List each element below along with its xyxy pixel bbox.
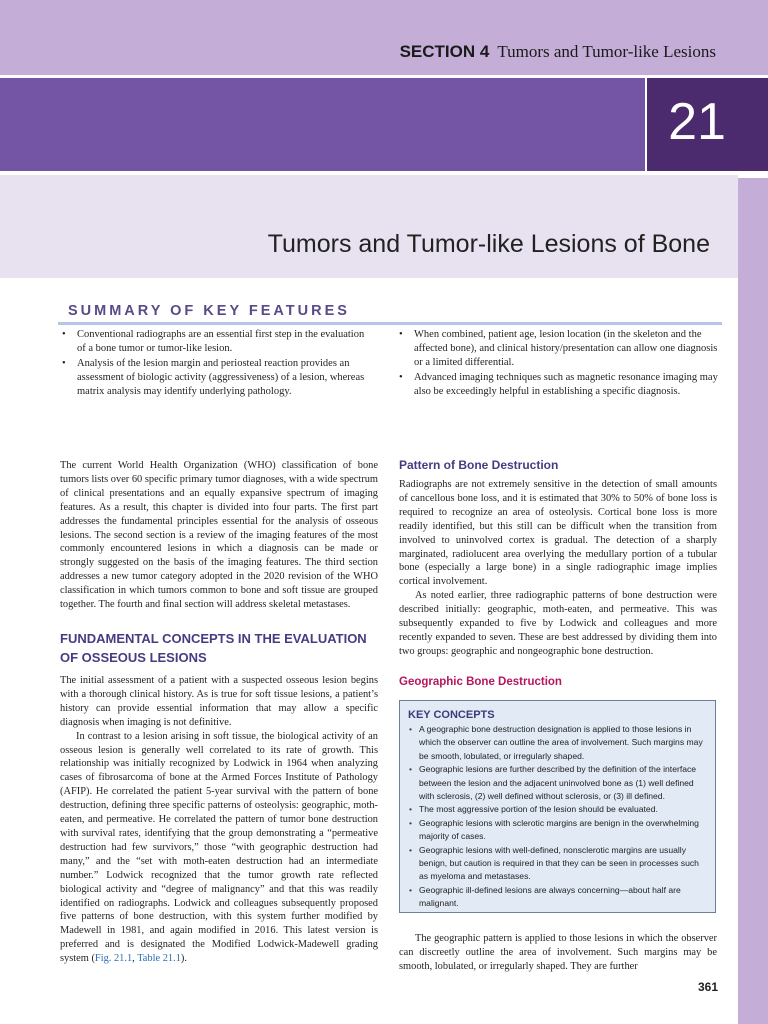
summary-heading: SUMMARY OF KEY FEATURES — [68, 303, 350, 319]
summary-list-right — [397, 328, 719, 400]
table-link[interactable]: Table 21.1 — [137, 953, 181, 965]
key-concept-item: • Geographic ill-defined lesions are always concerning—about half are malignant. — [408, 884, 707, 911]
key-concepts-list — [408, 723, 707, 911]
key-concept-item: • The most aggressive portion of the lesion should be evaluated. — [408, 803, 707, 816]
body-paragraph: The initial assessment of a patient with a suspected osseous lesion begins with a thorough clinical history. As is true for soft tissue lesions, a patient’s history can provide essential information that may allow a specific diagnosis when imaging is not definitive. — [60, 675, 378, 728]
key-concepts-box — [399, 700, 716, 913]
chapter-number-box — [647, 78, 768, 171]
chapter-title-band — [0, 175, 738, 278]
chapter-band — [0, 78, 645, 171]
section-title: Tumors and Tumor-like Lesions — [497, 42, 716, 61]
section-number: SECTION 4 — [399, 42, 490, 61]
geographic-text — [399, 932, 717, 974]
summary-item: • Advanced imaging techniques such as magnetic resonance imaging may also be exceedingly helpful in establishing a specific diagnosis. — [397, 371, 719, 399]
body-paragraph: Radiographs are not extremely sensitive in the detection of small amounts of cancellous bone loss, and it is estimated that 30% to 50% of bone loss is required to recognize an area of osteolysis. Cortical bone loss is more readily identified, but this still can be difficult when the transition from involved to uninvolved cortex is gradual. The detection of a sharply marginated, radiolucent area overlying the medullary portion of a tubular bone (especially a large bone) in a single radiographic image implies cortical involvement. — [399, 479, 717, 588]
body-paragraph: As noted earlier, three radiographic patterns of bone destruction were described initially: geographic, moth-eaten, and permeative. This was subsequently expanded to five by Lodwick and colleagues and more recently expanded to seven. These are best addressed by dividing them into two groups: geographic and nongeographic bone destruction. — [399, 590, 717, 657]
geographic-heading: Geographic Bone Destruction — [399, 676, 562, 688]
key-concepts-title: KEY CONCEPTS — [408, 709, 495, 721]
body-paragraph: In contrast to a lesion arising in soft tissue, the biological activity of an osseous lesion is generally well correlated to its rate of growth. This relationship was initially recognized by Lodwick in 1964 when analyzing cases of fibrosarcoma of bone at the Armed Forces Institute of Pathology (AFIP). He correlated the patient 5-year survival with the pattern of bone destruction, defining three specific patterns of osteolysis: geographic, moth-eaten, and permeative. He correlated the pattern of tumor bone destruction with survival rates, identifying that the group demonstrating a “permeative destruction had few survivors,” those “with geographic destruction had many,” and the “set with moth-eaten destruction had an intermediate number.” Lodwick recognized that the tumor growth rate reflected biological activity and “degree of malignancy” and that this was readily identified on radiographs. Lodwick and colleagues subsequently proposed five patterns of bone destruction, with this system further modified by Madewell in 1981, and again modified in 2016. This latest version is preferred and is designated the Modified Lodwick-Madewell grading system (Fig. 21.1, Table 21.1). — [60, 730, 378, 965]
section-label — [400, 42, 716, 62]
summary-list-left — [60, 328, 374, 400]
key-concept-item: • Geographic lesions are further described by the definition of the interface between the lesion and the adjacent uninvolved bone as (1) well defined with sclerosis, (2) well defined without sclerosis, or (3) ill defined. — [408, 763, 707, 803]
key-concept-item: • Geographic lesions with sclerotic margins are benign in the overwhelming majority of cases. — [408, 817, 707, 844]
chapter-title: Tumors and Tumor-like Lesions of Bone — [267, 230, 710, 258]
summary-item: • When combined, patient age, lesion location (in the skeleton and the affected bone), and clinical history/presentation can allow one diagnosis or a limited differential. — [397, 328, 719, 370]
intro-text — [60, 459, 378, 612]
key-concept-item: • Geographic lesions with well-defined, nonsclerotic margins are usually benign, but caution is required in that they can be seen in processes such as myeloma and metastases. — [408, 844, 707, 884]
subsection-heading: Pattern of Bone Destruction — [399, 458, 559, 472]
section-heading: FUNDAMENTAL CONCEPTS IN THE EVALUATION OF OSSEOUS LESIONS — [60, 631, 367, 665]
bone-destruction-text — [399, 478, 717, 659]
page-number: 361 — [697, 980, 718, 994]
section-header-band — [0, 0, 768, 75]
chapter-number: 21 — [668, 93, 726, 151]
key-concept-item: • A geographic bone destruction designation is applied to those lesions in which the observer can outline the area of involvement. Such margins may be smooth, lobulated, or irregularly shaped. — [408, 723, 707, 763]
body-paragraph: The geographic pattern is applied to those lesions in which the observer can discreetly outline the area of involvement. Such margins may be smooth, lobulated, or irregularly shaped. They are further — [399, 933, 717, 972]
intro-paragraph: The current World Health Organization (WHO) classification of bone tumors lists over 60 specific primary tumor diagnoses, with a wide spectrum of clinical presentations and an equally expansive spectrum of imaging features. As a result, this chapter is divided into four parts. The first part addresses the fundamental principles essential for the analysis of osseous lesions. The second section is a review of the imaging features of the most commonly encountered lesions in which a diagnosis can be made or strongly suggested on the basis of the imaging features. The third section addresses a new tumor category adopted in the 2020 revision of the WHO classification in which tumors common to bone and soft tissue are grouped together. The fourth and final section will address skeletal metastases. — [60, 460, 379, 611]
summary-item: • Conventional radiographs are an essential first step in the evaluation of a bone tumor or tumor-like lesion. — [60, 328, 374, 356]
side-thumb-tab — [738, 178, 768, 1024]
fundamentals-text — [60, 674, 378, 966]
summary-item: • Analysis of the lesion margin and periosteal reaction provides an assessment of biologic activity (aggressiveness) of a lesion, whereas matrix analysis may identify underlying pathology. — [60, 357, 374, 399]
summary-divider — [58, 322, 722, 325]
figure-link[interactable]: Fig. 21.1 — [94, 953, 133, 965]
